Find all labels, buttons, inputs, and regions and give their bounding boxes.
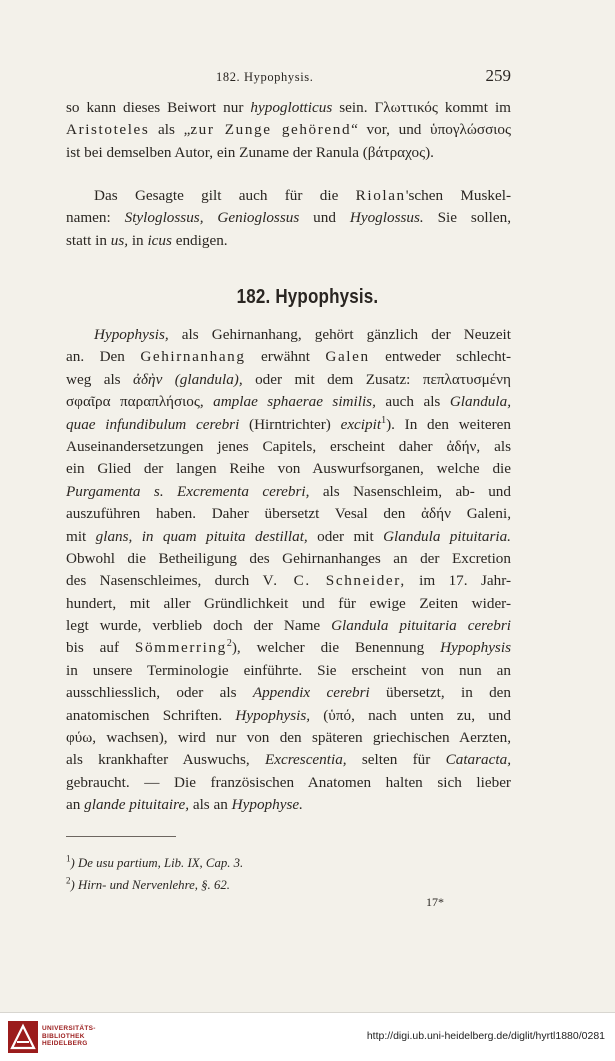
text-line: an glande pituitaire, als an Hypophyse.	[66, 796, 303, 814]
text-line: ein Glied der langen Reihe von Auswurfsorganen, welche die	[66, 460, 511, 478]
text-line: quae infundibulum cerebri (Hirntrichter) excipit$^1$). In den weiteren	[66, 414, 511, 433]
text-line: auszuführen haben. Daher übersetzt Vesal den ἀδήν Galeni,	[66, 505, 511, 523]
text-line: Das Gesagte gilt auch für die Riolan'schen Muskel-	[94, 187, 512, 204]
text-line: weg als ἀδὴν (glandula), oder mit dem Zusatz: πεπλατυσμένη	[66, 370, 511, 388]
text-line: als krankhafter Auswuchs, Excrescentia, selten für Cataracta,	[66, 751, 511, 769]
footnote-ref-2: 2	[226, 638, 232, 650]
text-line: hundert, mit aller Gründlichkeit und für ewige Zeiten wider-	[66, 594, 511, 612]
paragraph-3	[66, 324, 511, 817]
footnote-1: $^1$) De usu partium, Lib. IX, Cap. 3.	[66, 853, 244, 870]
footnote-divider	[66, 836, 176, 837]
text-line: an. Den Gehirnanhang erwähnt Galen entweder schlecht-	[66, 348, 511, 366]
text-line: des Nasenschleimes, durch V. C. Schneider, im 17. Jahr-	[66, 572, 512, 590]
text-line: statt in us, in icus endigen.	[66, 231, 228, 249]
viewer-footer	[0, 1012, 615, 1061]
footnote-2: $^2$) Hirn- und Nervenlehre, §. 62.	[66, 875, 230, 892]
page-header	[38, 66, 511, 88]
text-line: Obwohl die Betheiligung des Gehirnanhanges an der Excretion	[66, 549, 511, 567]
text-line: Hypophysis, als Gehirnanhang, gehört gänzlich der Neuzeit	[94, 326, 511, 343]
text-line: ist bei demselben Autor, ein Zuname der Ranula (βάτραχος).	[66, 143, 434, 161]
text-line: Purgamenta s. Excrementa cerebri, als Nasenschleim, ab- und	[66, 482, 511, 500]
text-line: φύω, wachsen), wird nur von den späteren griechischen Aerzten,	[66, 729, 511, 747]
text-line: bis auf Sömmerring$^2$), welcher die Benennung Hypophysis	[66, 638, 511, 657]
text-line: mit glans, in quam pituita destillat, oder mit Glandula pituitaria.	[66, 527, 511, 545]
text-line: gebraucht. — Die französischen Anatomen halten sich lieber	[66, 773, 511, 791]
text-line: σφαῖρα παραπλήσιος, amplae sphaerae similis, auch als Glandula,	[66, 393, 511, 411]
permalink-url[interactable]: http://digi.ub.uni-heidelberg.de/diglit/hyrtl1880/0281	[366, 1030, 605, 1042]
text-line: namen: Styloglossus, Genioglossus und Hyoglossus. Sie sollen,	[66, 209, 511, 227]
university-library-logo-icon[interactable]	[8, 1021, 38, 1053]
page-number: 259	[485, 66, 511, 85]
text-line: anatomischen Schriften. Hypophysis, (ὑπό, nach unten zu, und	[66, 706, 511, 724]
text-line: Aristoteles als „zur Zunge gehörend“ vor, und ὑπογλώσσιος	[66, 121, 511, 139]
footnote-ref-1: 1	[381, 414, 387, 426]
printer-signature: 17*	[426, 895, 444, 909]
text-line: legt wurde, verblieb doch der Name Glandula pituitaria cerebri	[66, 617, 511, 635]
text-line: ausschliesslich, oder als Appendix cerebri übersetzt, in den	[66, 684, 512, 702]
running-head: 182. Hypophysis.	[216, 70, 314, 84]
paragraph-2	[66, 185, 511, 252]
section-heading: 182. Hypophysis.	[236, 286, 379, 308]
paragraph-1	[66, 97, 511, 164]
library-name: UNIVERSITÄTS- BIBLIOTHEK HEIDELBERG	[42, 1025, 96, 1047]
text-line: in unsere Terminologie einführte. Sie erscheint von nun an	[66, 661, 511, 679]
text-line: Auseinandersetzungen jenes Capitels, erscheint daher ἀδήν, als	[66, 437, 511, 455]
footnotes	[66, 852, 511, 896]
text-line: so kann dieses Beiwort nur hypoglotticus sein. Γλωττικός kommt im	[66, 99, 511, 116]
